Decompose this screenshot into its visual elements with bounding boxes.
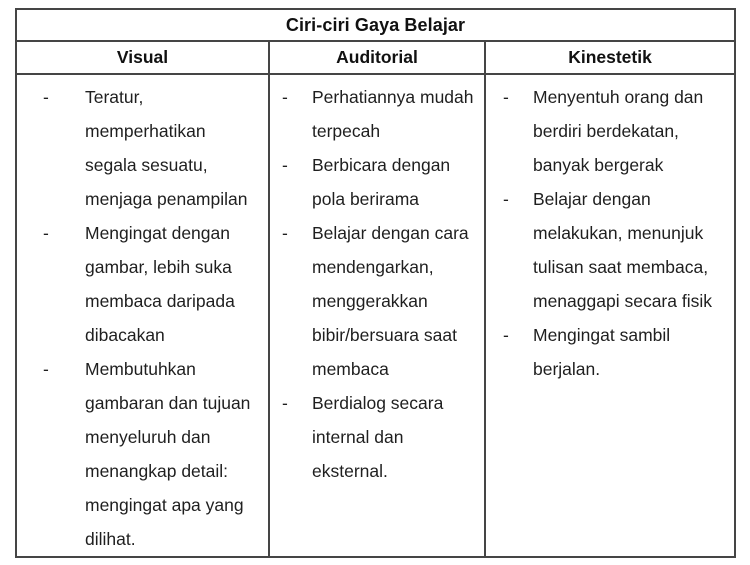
list-item-text: Membutuhkan gambaran dan tujuan menyeluruh dan menangkap detail: mengingat apa yang dilihat. <box>85 359 251 549</box>
list-item <box>282 80 476 148</box>
list-item-text: Mengingat dengan gambar, lebih suka membaca daripada dibacakan <box>85 223 235 345</box>
column-header-kinestetik: Kinestetik <box>485 41 735 74</box>
list-item <box>43 80 260 216</box>
list-item <box>282 148 476 216</box>
bullet-dash: - <box>43 87 49 107</box>
list-item <box>43 216 260 352</box>
list-item-text: Menyentuh orang dan berdiri berdekatan, banyak bergerak <box>533 87 704 175</box>
list-item-text: Berdialog secara internal dan eksternal. <box>312 393 444 481</box>
column-header-auditorial: Auditorial <box>269 41 485 74</box>
list-item-text: Belajar dengan cara mendengarkan, menggerakkan bibir/bersuara saat membaca <box>312 223 469 379</box>
bullet-dash: - <box>43 223 49 243</box>
list-item <box>282 216 476 386</box>
bullet-dash: - <box>503 325 509 345</box>
bullet-dash: - <box>282 393 288 413</box>
bullet-dash: - <box>503 87 509 107</box>
bullet-dash: - <box>503 189 509 209</box>
title-row <box>16 9 735 41</box>
bullet-dash: - <box>282 87 288 107</box>
learning-styles-table <box>15 8 736 558</box>
auditorial-cell <box>269 74 485 557</box>
list-item <box>43 352 260 556</box>
list-item-text: Teratur, memperhatikan segala sesuatu, menjaga penampilan <box>85 87 248 209</box>
kinestetik-cell <box>485 74 735 557</box>
table-title: Ciri-ciri Gaya Belajar <box>16 9 735 41</box>
list-item-text: Berbicara dengan pola berirama <box>312 155 451 209</box>
visual-cell <box>16 74 269 557</box>
header-row <box>16 41 735 74</box>
bullet-dash: - <box>282 223 288 243</box>
list-item <box>503 80 722 182</box>
list-item-text: Mengingat sambil berjalan. <box>533 325 671 379</box>
list-item <box>282 386 476 488</box>
list-item-text: Belajar dengan melakukan, menunjuk tulisan saat membaca, menaggapi secara fisik <box>533 189 712 311</box>
list-item <box>503 182 722 318</box>
column-header-visual: Visual <box>16 41 269 74</box>
bullet-dash: - <box>43 359 49 379</box>
list-item-text: Perhatiannya mudah terpecah <box>312 87 474 141</box>
bullet-dash: - <box>282 155 288 175</box>
body-row <box>16 74 735 557</box>
list-item <box>503 318 722 386</box>
